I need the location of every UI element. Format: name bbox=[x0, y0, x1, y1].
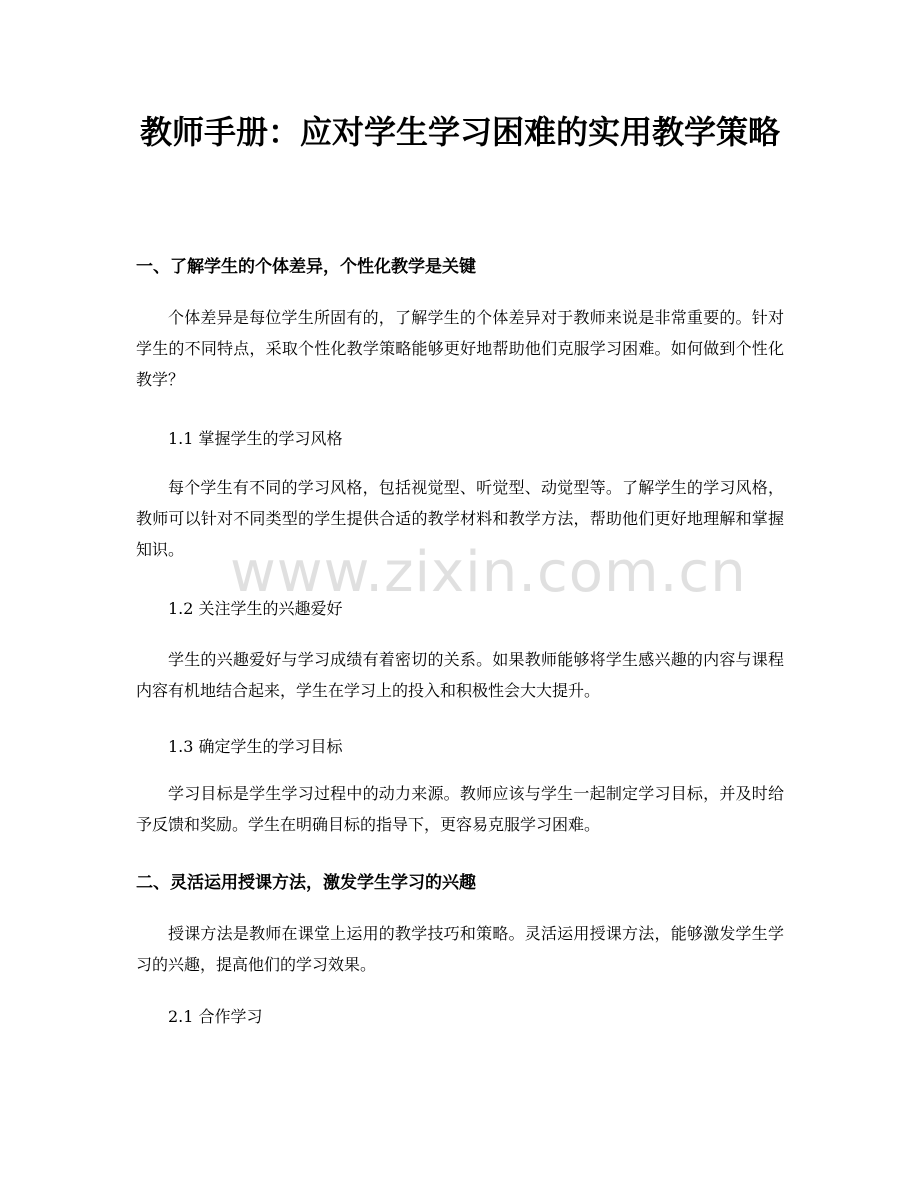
subsection-1-3-text: 学习目标是学生学习过程中的动力来源。教师应该与学生一起制定学习目标，并及时给予反馈和奖励。学生在明确目标的指导下，更容易克服学习困难。 bbox=[136, 784, 784, 834]
section-2-intro: 授课方法是教师在课堂上运用的教学技巧和策略。灵活运用授课方法，能够激发学生学习的兴趣，提高他们的学习效果。 bbox=[136, 924, 784, 974]
watermark: www.zixin.com.cn bbox=[230, 540, 747, 605]
section-1-heading: 一、了解学生的个体差异，个性化教学是关键 bbox=[136, 257, 476, 277]
section-1-intro: 个体差异是每位学生所固有的，了解学生的个体差异对于教师来说是非常重要的。针对学生的不同特点，采取个性化教学策略能够更好地帮助他们克服学习困难。如何做到个性化教学？ bbox=[136, 308, 784, 389]
subsection-1-1-text: 每个学生有不同的学习风格，包括视觉型、听觉型、动觉型等。了解学生的学习风格，教师可以针对不同类型的学生提供合适的教学材料和教学方法，帮助他们更好地理解和掌握知识。 bbox=[136, 478, 784, 559]
subsection-1-2-text: 学生的兴趣爱好与学习成绩有着密切的关系。如果教师能够将学生感兴趣的内容与课程内容有机地结合起来，学生在学习上的投入和积极性会大大提升。 bbox=[136, 650, 784, 700]
subsection-1-2-heading: 1.2 关注学生的兴趣爱好 bbox=[168, 599, 343, 618]
subsection-1-1-heading: 1.1 掌握学生的学习风格 bbox=[168, 429, 343, 448]
document-title: 教师手册：应对学生学习困难的实用教学策略 bbox=[139, 113, 780, 151]
section-2-heading: 二、灵活运用授课方法，激发学生学习的兴趣 bbox=[136, 873, 476, 893]
subsection-1-3-heading: 1.3 确定学生的学习目标 bbox=[168, 737, 343, 756]
subsection-2-1-heading: 2.1 合作学习 bbox=[168, 1007, 263, 1026]
